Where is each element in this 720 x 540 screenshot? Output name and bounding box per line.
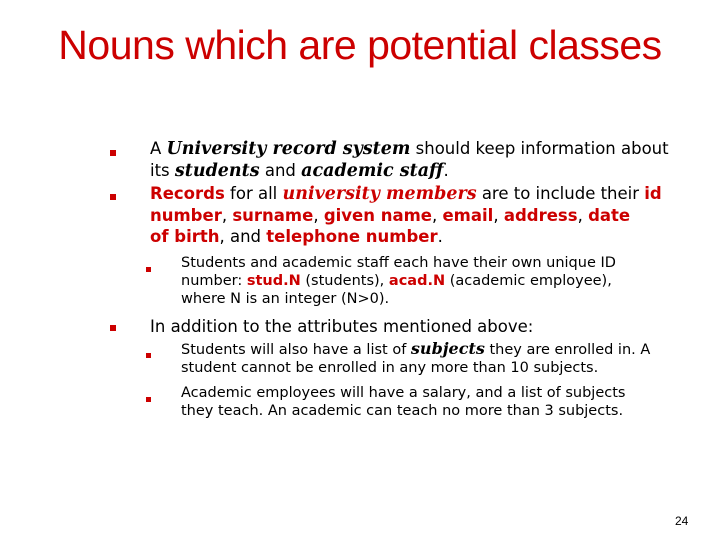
text-span: , and [219, 227, 267, 246]
sub-bullet-marker [146, 267, 151, 272]
text-span: they are enrolled in. A [484, 342, 651, 358]
highlight-text: address [503, 206, 578, 225]
highlight-text: id [644, 184, 662, 203]
bullet-2-line-2 [150, 205, 662, 226]
sub-bullet-marker [146, 397, 151, 402]
text-span: its [150, 161, 175, 180]
sub-bullet-ids-line-2 [181, 272, 616, 290]
bullet-1-line-2 [150, 160, 669, 182]
sub-bullet-students-line-1 [181, 340, 650, 359]
bullet-2-line-3 [150, 226, 662, 247]
highlight-text: surname [232, 206, 314, 225]
highlight-text: stud.N [246, 273, 301, 289]
highlight-text: of birth [150, 227, 220, 246]
text-span: (academic employee), [445, 273, 612, 289]
text-span: , [313, 206, 324, 225]
sub-bullet-students-line-2: student cannot be enrolled in any more than 10 subjects. [181, 360, 599, 376]
text-span: for all [224, 184, 283, 203]
sub-bullet-academics-text [181, 384, 625, 420]
page-number: 24 [675, 514, 689, 528]
highlight-text: date [588, 206, 631, 225]
text-span: , [577, 206, 589, 225]
text-span: should keep information about [410, 139, 669, 158]
bullet-marker [110, 325, 116, 331]
bullet-marker [110, 194, 116, 200]
bullet-3-text [150, 316, 533, 337]
highlight-text: Records [150, 184, 225, 203]
text-span: number: [181, 273, 247, 289]
emphasis-text: students [174, 161, 260, 181]
text-span: Students will also have a list of [181, 342, 411, 358]
text-span: (students), [300, 273, 389, 289]
text-span: , [221, 206, 233, 225]
bullet-2-text [150, 183, 662, 247]
bullet-marker [110, 150, 116, 156]
text-span: A [150, 139, 167, 158]
text-span: . [437, 227, 443, 246]
sub-bullet-academics-line-1: Academic employees will have a salary, and a list of subjects [181, 385, 626, 401]
highlight-text: number [150, 206, 222, 225]
emphasis-text: academic staff [301, 161, 444, 181]
sub-bullet-ids-line-1: Students and academic staff each have their own unique ID [181, 255, 616, 271]
emphasis-text: subjects [410, 339, 485, 358]
sub-bullet-ids-text [181, 254, 616, 308]
highlight-text: email [442, 206, 494, 225]
sub-bullet-students-text [181, 340, 650, 377]
bullet-1-text [150, 138, 669, 182]
slide-title: Nouns which are potential classes [58, 22, 662, 68]
sub-bullet-ids-line-3: where N is an integer (N>0). [181, 291, 390, 307]
highlight-text: given name [323, 206, 432, 225]
text-span: and [259, 161, 302, 180]
text-span: are to include their [476, 184, 645, 203]
bullet-3-line-1: In addition to the attributes mentioned above: [150, 317, 534, 336]
highlight-text: telephone number [266, 227, 438, 246]
bullet-2-line-1 [150, 183, 662, 205]
sub-bullet-academics-line-2: they teach. An academic can teach no more than 3 subjects. [181, 403, 624, 419]
text-span: , [431, 206, 443, 225]
text-span: , [493, 206, 504, 225]
highlight-text: acad.N [388, 273, 446, 289]
emphasis-text: university members [282, 184, 477, 204]
emphasis-text: University record system [166, 139, 411, 159]
sub-bullet-marker [146, 353, 151, 358]
text-span: . [443, 161, 449, 180]
bullet-1-line-1 [150, 138, 669, 160]
